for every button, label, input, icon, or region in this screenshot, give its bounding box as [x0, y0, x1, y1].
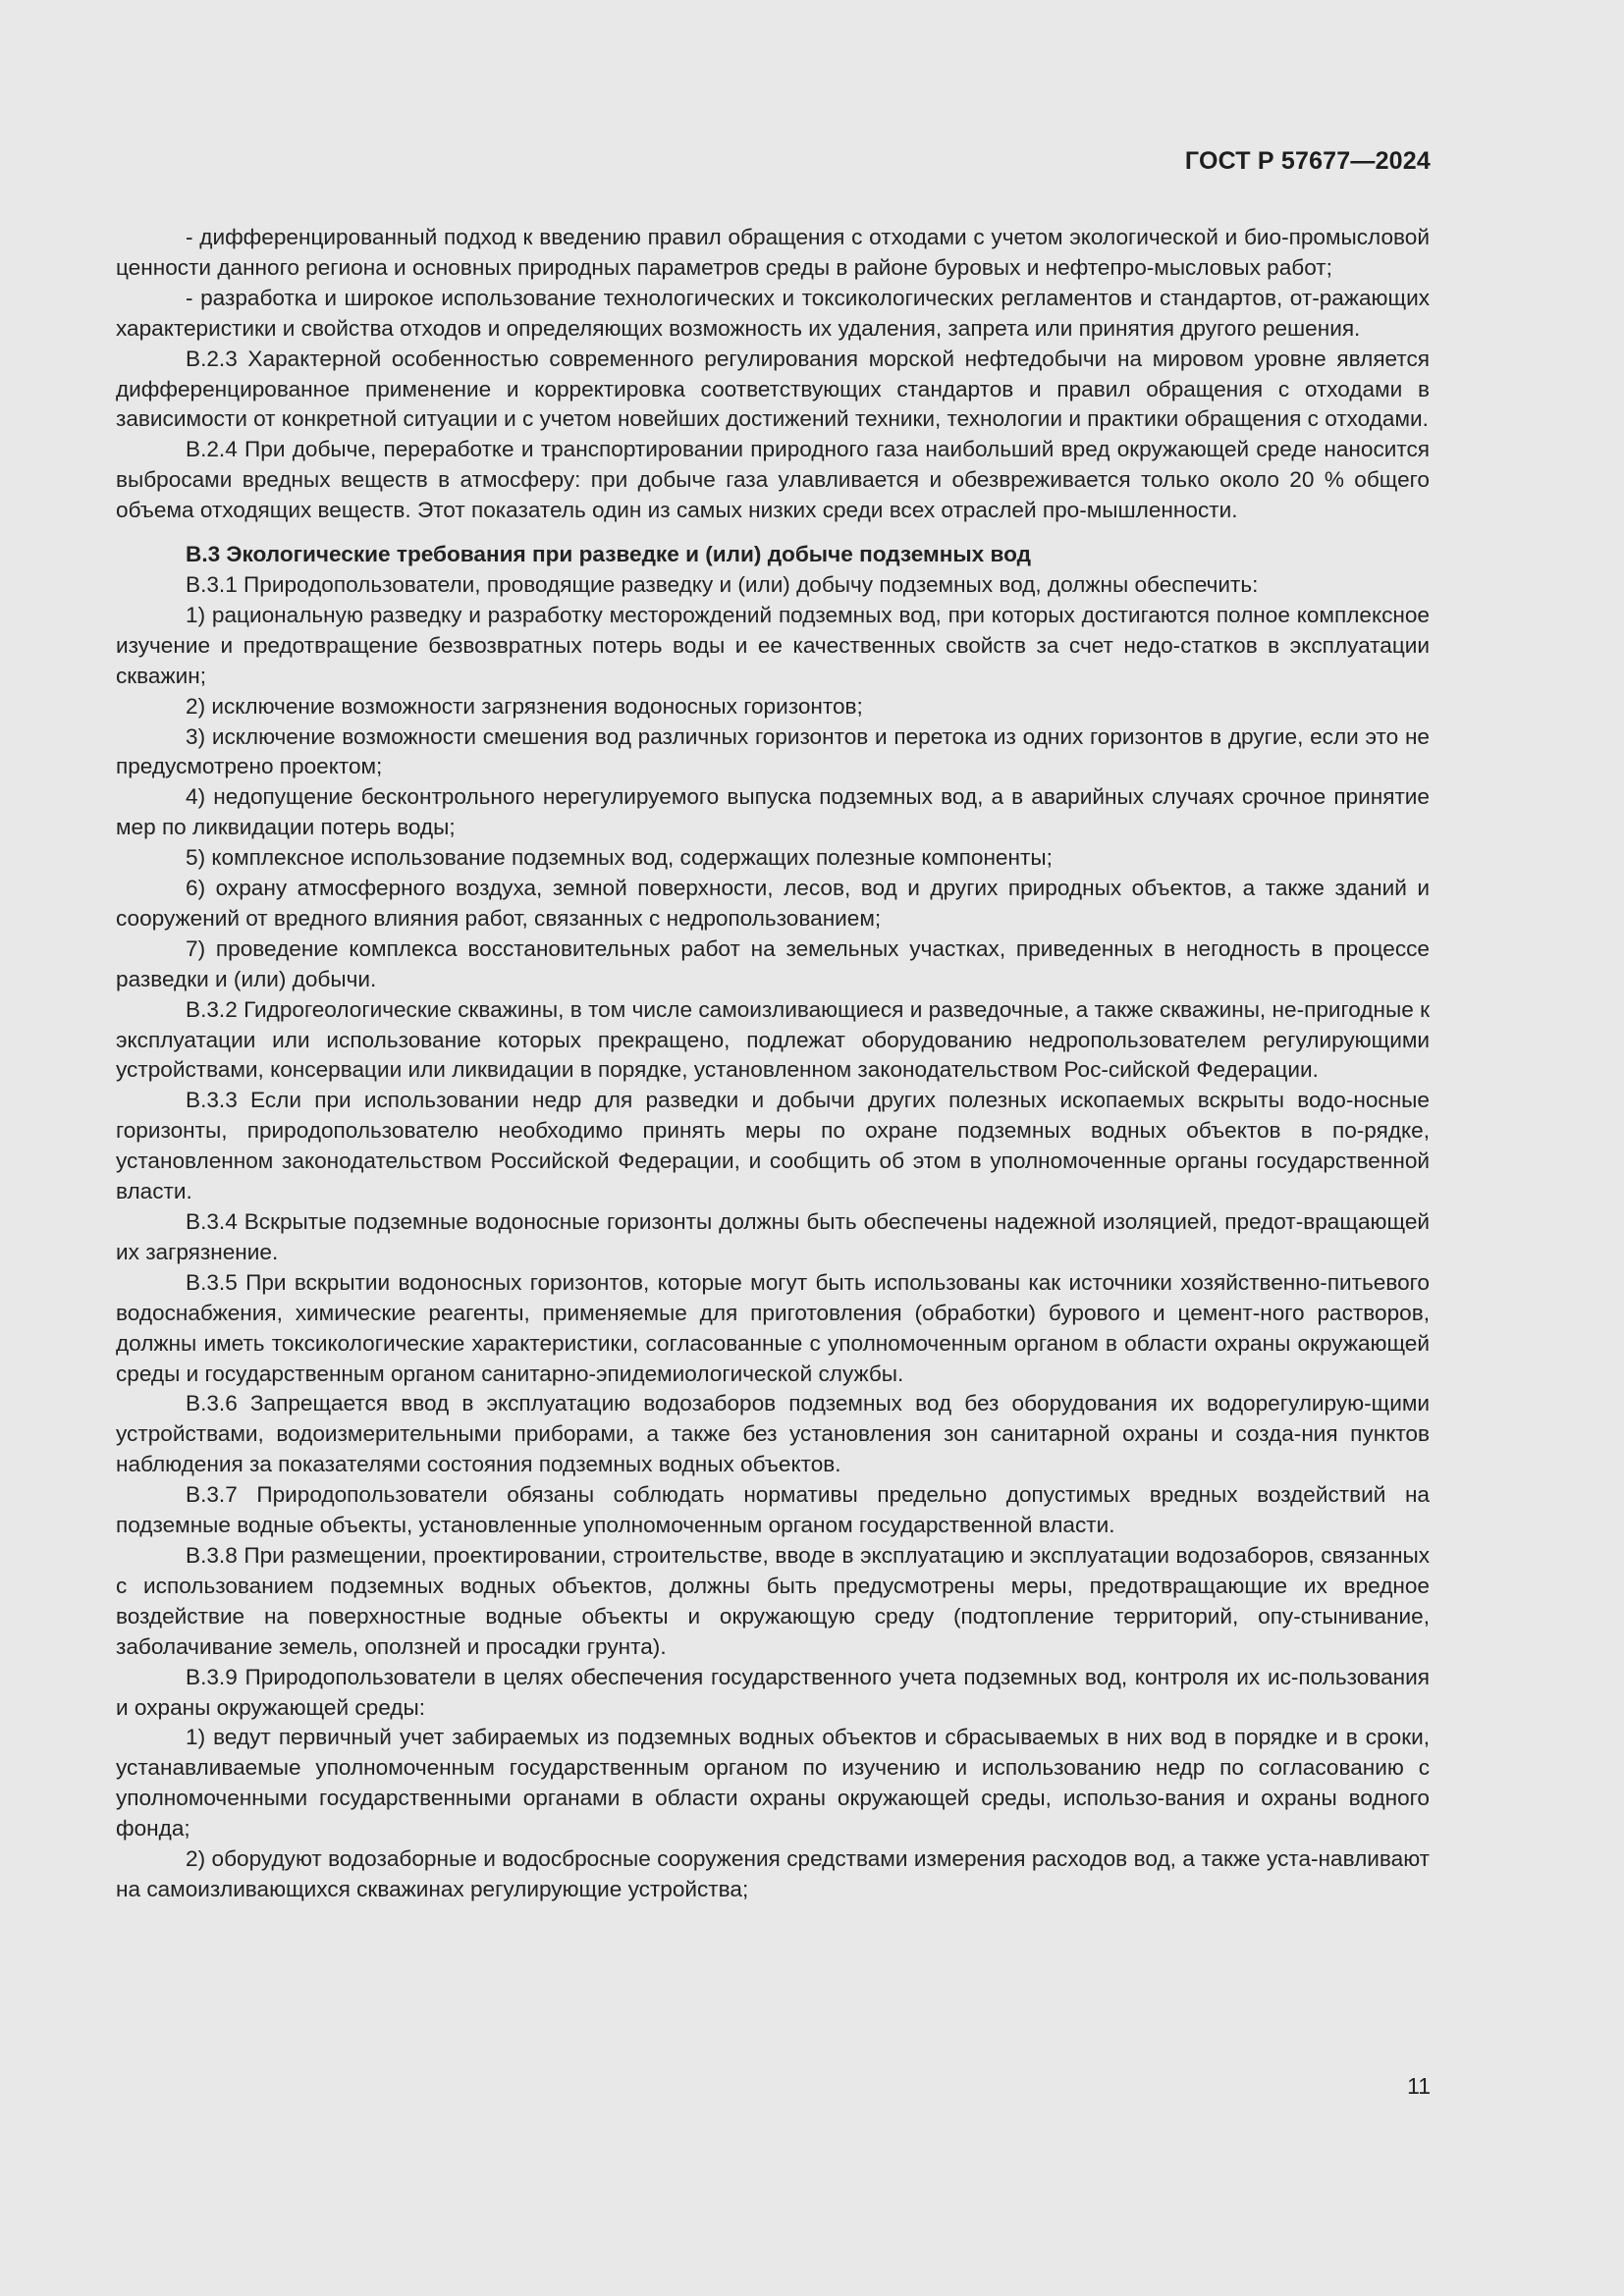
document-code-header: ГОСТ Р 57677—2024 — [1184, 147, 1431, 175]
paragraph: В.2.4 При добыче, переработке и транспортировании природного газа наибольший вред окружающей среде наносится выбросами вредных веществ в атмосферу: при добыче газа улавливается и обезвреживается только около 20 % общего объема отходящих веществ. Этот показатель один из самых низких среди всех отраслей про-мышленности. — [116, 437, 1430, 523]
list-item: 2) оборудуют водозаборные и водосбросные сооружения средствами измерения расходов вод, а также уста-навливают на самоизливающихся скважинах регулирующие устройства; — [116, 1846, 1430, 1901]
paragraph: В.2.3 Характерной особенностью современного регулирования морской нефтедобычи на мировом уровне является дифференцированное применение и корректировка соответствующих стандартов и правил обращения с отходами в зависимости от конкретной ситуации и с учетом новейших достижений техники, технологии и практики обращения с отходами. — [116, 346, 1430, 432]
paragraph: - разработка и широкое использование технологических и токсикологических регламентов и стандартов, от-ражающих характеристики и свойства отходов и определяющих возможность их удаления, запрета или принятия другого решения. — [116, 285, 1430, 341]
section-heading: В.3 Экологические требования при разведке и (или) добыче подземных вод — [186, 542, 1031, 567]
list-item: 2) исключение возможности загрязнения водоносных горизонтов; — [186, 693, 863, 719]
list-item: 5) комплексное использование подземных вод, содержащих полезные компоненты; — [186, 845, 1053, 871]
page-number: 11 — [1407, 2073, 1431, 2099]
paragraph: - дифференцированный подход к введению правил обращения с отходами с учетом экологической и био-промысловой ценности данного региона и основных природных параметров среды в районе буровых и нефтепро-мысловых работ; — [116, 225, 1430, 280]
list-item: 3) исключение возможности смешения вод различных горизонтов и перетока из одних горизонтов в другие, если это не предусмотрено проектом; — [116, 723, 1430, 779]
paragraph: В.3.7 Природопользователи обязаны соблюдать нормативы предельно допустимых вредных воздействий на подземные водные объекты, установленные уполномоченным органом государственной власти. — [116, 1482, 1430, 1538]
list-item: 4) недопущение бесконтрольного нерегулируемого выпуска подземных вод, а в аварийных случаях срочное принятие мер по ликвидации потерь воды; — [116, 784, 1430, 840]
list-item: 7) проведение комплекса восстановительных работ на земельных участках, приведенных в негодность в процессе разведки и (или) добычи. — [116, 935, 1430, 991]
list-item: 1) ведут первичный учет забираемых из подземных водных объектов и сбрасываемых в них вод в порядке и в сроки, устанавливаемые уполномоченным государственным органом по изучению и использованию недр по согласованию с уполномоченными государственными органами в области охраны окружающей среды, использо-вания и охраны водного фонда; — [116, 1725, 1430, 1842]
paragraph: В.3.2 Гидрогеологические скважины, в том числе самоизливающиеся и разведочные, а также скважины, не-пригодные к эксплуатации или использование которых прекращено, подлежат оборудованию недропользователем регулирующими устройствами, консервации или ликвидации в порядке, установленном законодательством Рос-сийской Федерации. — [116, 996, 1430, 1083]
paragraph: В.3.6 Запрещается ввод в эксплуатацию водозаборов подземных вод без оборудования их водорегулирую-щими устройствами, водоизмерительными приборами, а также без установления зон санитарной охраны и созда-ния пунктов наблюдения за показателями состояния подземных водных объектов. — [116, 1391, 1430, 1477]
paragraph: В.3.9 Природопользователи в целях обеспечения государственного учета подземных вод, контроля их ис-пользования и охраны окружающей среды: — [116, 1664, 1430, 1720]
paragraph: В.3.1 Природопользователи, проводящие разведку и (или) добычу подземных вод, должны обеспечить: — [186, 571, 1259, 597]
document-body — [116, 223, 1430, 1905]
paragraph: В.3.8 При размещении, проектировании, строительстве, вводе в эксплуатацию и эксплуатации водозаборов, связанных с использованием подземных водных объектов, должны быть предусмотрены меры, предотвращающие их вредное воздействие на поверхностные водные объекты и окружающую среду (подтопление территорий, опу-стынивание, заболачивание земель, оползней и просадки грунта). — [116, 1542, 1430, 1659]
paragraph: В.3.5 При вскрытии водоносных горизонтов, которые могут быть использованы как источники хозяйственно-питьевого водоснабжения, химические реагенты, применяемые для приготовления (обработки) бурового и цемент-ного растворов, должны иметь токсикологические характеристики, согласованные с уполномоченным органом в области охраны окружающей среды и государственным органом санитарно-эпидемиологической службы. — [116, 1269, 1430, 1386]
list-item: 1) рациональную разведку и разработку месторождений подземных вод, при которых достигаются полное комплексное изучение и предотвращение безвозвратных потерь воды и ее качественных свойств за счет недо-статков в эксплуатации скважин; — [116, 602, 1430, 688]
paragraph: В.3.4 Вскрытые подземные водоносные горизонты должны быть обеспечены надежной изоляцией, предот-вращающей их загрязнение. — [116, 1209, 1430, 1264]
list-item: 6) охрану атмосферного воздуха, земной поверхности, лесов, вод и других природных объектов, а также зданий и сооружений от вредного влияния работ, связанных с недропользованием; — [116, 876, 1430, 931]
paragraph: В.3.3 Если при использовании недр для разведки и добычи других полезных ископаемых вскрыты водо-носные горизонты, природопользователю необходимо принять меры по охране подземных водных объектов в по-рядке, установленном законодательством Российской Федерации, и сообщить об этом в уполномоченные органы государственной власти. — [116, 1088, 1430, 1204]
